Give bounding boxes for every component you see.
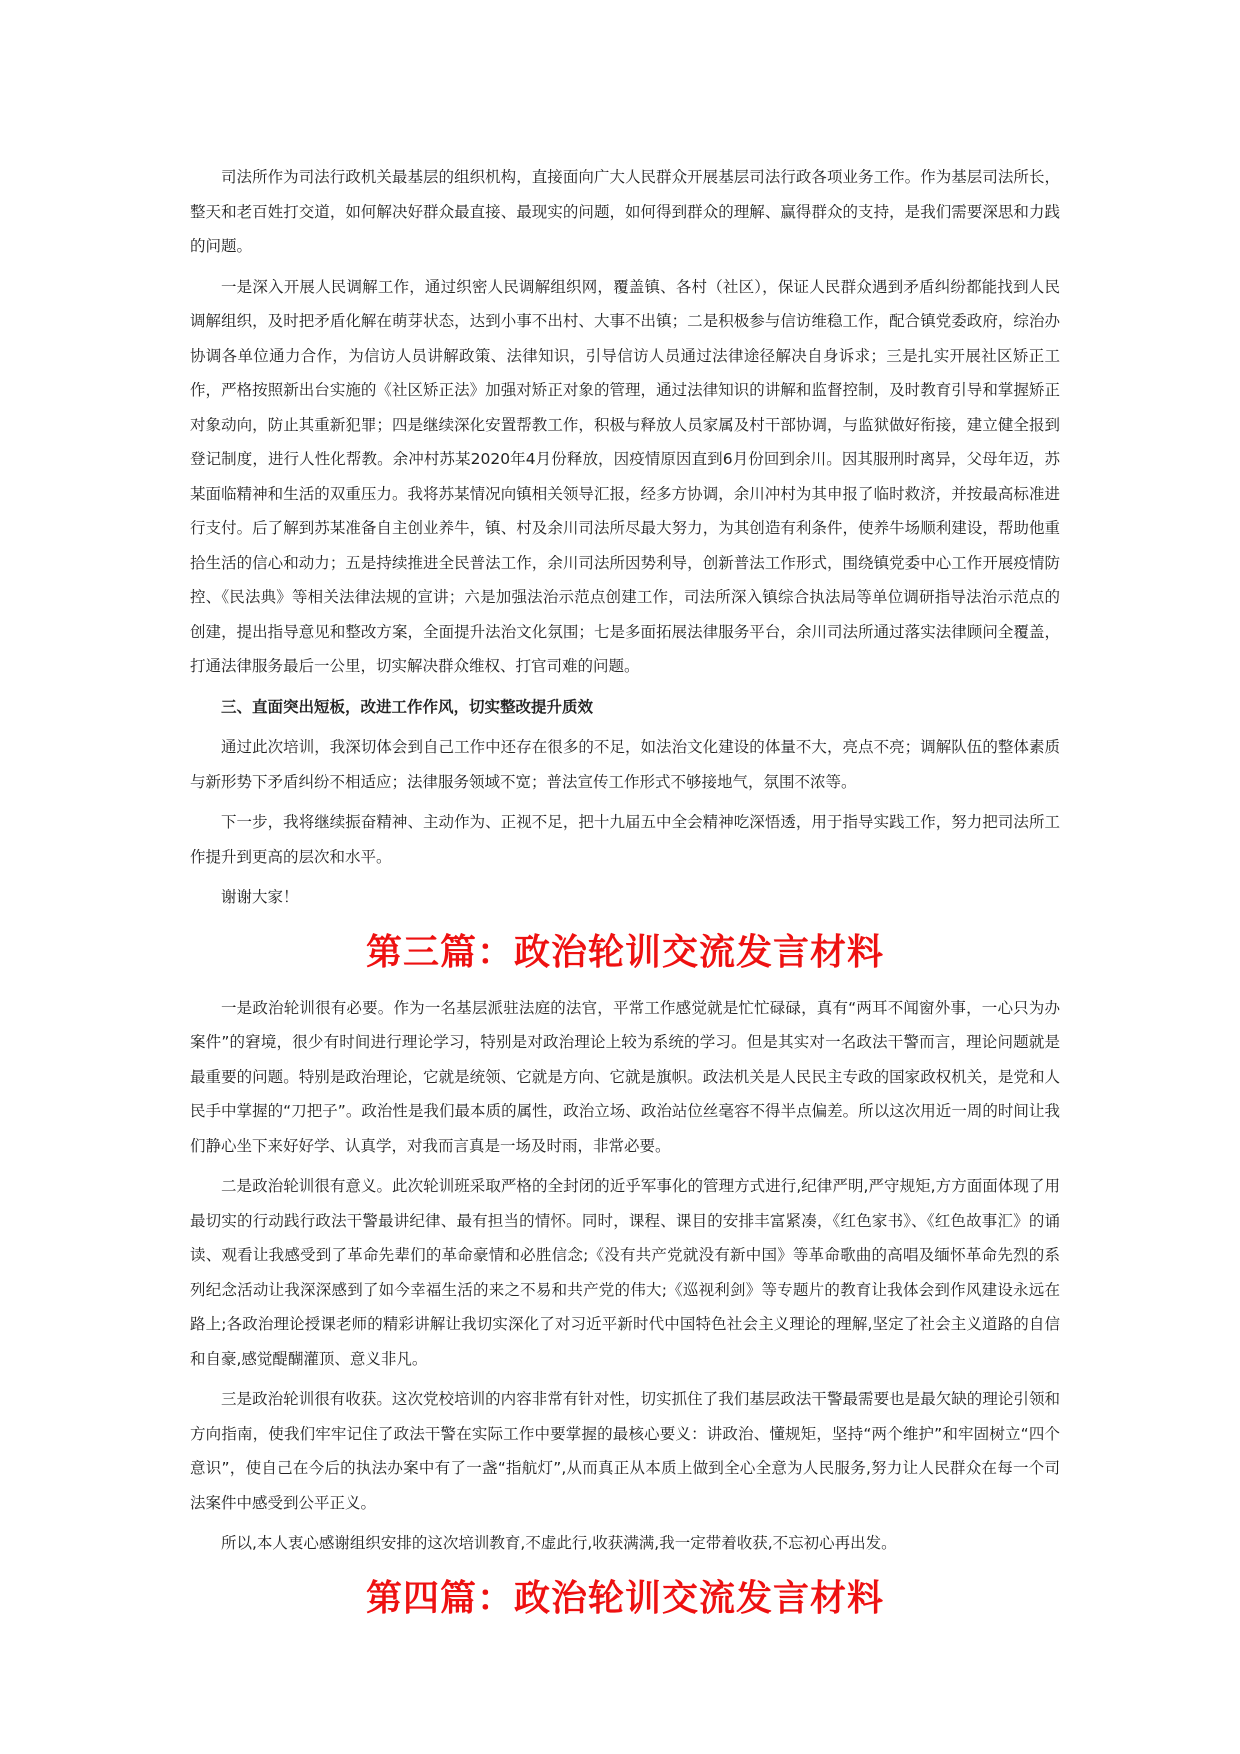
section-heading: 三、直面突出短板，改进工作作风，切实整改提升质效 <box>221 697 594 716</box>
document-page <box>190 160 1060 1637</box>
body-paragraph: 司法所作为司法行政机关最基层的组织机构，直接面向广大人民群众开展基层司法行政各项业务工作。作为基层司法所长，整天和老百姓打交道，如何解决好群众最直接、最现实的问题，如何得到群众的理解、赢得群众的支持，是我们需要深思和力践的问题。 <box>190 168 1060 255</box>
chapter-title: 第四篇：政治轮训交流发言材料 <box>365 1577 884 1619</box>
body-paragraph: 所以,本人衷心感谢组织安排的这次培训教育,不虚此行,收获满满,我一定带着收获,不忘初心再出发。 <box>221 1534 897 1552</box>
body-paragraph: 下一步，我将继续振奋精神、主动作为、正视不足，把十九届五中全会精神吃深悟透，用于指导实践工作，努力把司法所工作提升到更高的层次和水平。 <box>190 813 1060 866</box>
body-paragraph: 一是政治轮训很有必要。作为一名基层派驻法庭的法官，平常工作感觉就是忙忙碌碌，真有“两耳不闻窗外事，一心只为办案件”的窘境，很少有时间进行理论学习，特别是对政治理论上较为系统的学习。但是其实对一名政法干警而言，理论问题就是最重要的问题。特别是政治理论，它就是统领、它就是方向、它就是旗帜。政法机关是人民民主专政的国家政权机关，是党和人民手中掌握的“刀把子”。政治性是我们最本质的属性，政治立场、政治站位丝毫容不得半点偏差。所以这次用近一周的时间让我们静心坐下来好好学、认真学，对我而言真是一场及时雨，非常必要。 <box>190 998 1060 1155</box>
chapter-title: 第三篇：政治轮训交流发言材料 <box>365 931 884 973</box>
body-paragraph: 一是深入开展人民调解工作，通过织密人民调解组织网，覆盖镇、各村（社区），保证人民群众遇到矛盾纠纷都能找到人民调解组织，及时把矛盾化解在萌芽状态，达到小事不出村、大事不出镇；二是积极参与信访维稳工作，配合镇党委政府，综治办协调各单位通力合作，为信访人员讲解政策、法律知识，引导信访人员通过法律途径解决自身诉求；三是扎实开展社区矫正工作，严格按照新出台实施的《社区矫正法》加强对矫正对象的管理，通过法律知识的讲解和监督控制，及时教育引导和掌握矫正对象动向，防止其重新犯罪；四是继续深化安置帮教工作，积极与释放人员家属及村干部协调，与监狱做好衔接，建立健全报到登记制度，进行人性化帮教。余冲村苏某2020年4月份释放，因疫情原因直到6月份回到余川。因其服刑时离异，父母年迈，苏某面临精神和生活的双重压力。我将苏某情况向镇相关领导汇报，经多方协调，余川冲村为其申报了临时救济，并按最高标准进行支付。后了解到苏某准备自主创业养牛，镇、村及余川司法所尽最大努力，为其创造有利条件，使养牛场顺利建设，帮助他重拾生活的信心和动力；五是持续推进全民普法工作，余川司法所因势利导，创新普法工作形式，围绕镇党委中心工作开展疫情防控、《民法典》等相关法律法规的宣讲；六是加强法治示范点创建工作，司法所深入镇综合执法局等单位调研指导法治示范点的创建，提出指导意见和整改方案，全面提升法治文化氛围；七是多面拓展法律服务平台，余川司法所通过落实法律顾问全覆盖，打通法律服务最后一公里，切实解决群众维权、打官司难的问题。 <box>190 277 1060 675</box>
closing-line: 谢谢大家！ <box>221 888 299 906</box>
body-paragraph: 通过此次培训，我深切体会到自己工作中还存在很多的不足，如法治文化建设的体量不大，亮点不亮；调解队伍的整体素质与新形势下矛盾纠纷不相适应；法律服务领域不宽；普法宣传工作形式不够接地气，氛围不浓等。 <box>190 738 1060 791</box>
body-paragraph: 三是政治轮训很有收获。这次党校培训的内容非常有针对性，切实抓住了我们基层政法干警最需要也是最欠缺的理论引领和方向指南，使我们牢牢记住了政法干警在实际工作中要掌握的最核心要义：讲政治、懂规矩，坚持“两个维护”和牢固树立“四个意识”，使自己在今后的执法办案中有了一盏“指航灯”,从而真正从本质上做到全心全意为人民服务,努力让人民群众在每一个司法案件中感受到公平正义。 <box>190 1390 1060 1512</box>
body-paragraph: 二是政治轮训很有意义。此次轮训班采取严格的全封闭的近乎军事化的管理方式进行,纪律严明,严守规矩,方方面面体现了用最切实的行动践行政法干警最讲纪律、最有担当的情怀。同时，课程、课目的安排丰富紧凑，《红色家书》、《红色故事汇》的诵读、观看让我感受到了革命先辈们的革命豪情和必胜信念;《没有共产党就没有新中国》等革命歌曲的高唱及缅怀革命先烈的系列纪念活动让我深深感到了如今幸福生活的来之不易和共产党的伟大;《巡视利剑》等专题片的教育让我体会到作风建设永远在路上;各政治理论授课老师的精彩讲解让我切实深化了对习近平新时代中国特色社会主义理论的理解,坚定了社会主义道路的自信和自豪,感觉醍醐灌顶、意义非凡。 <box>190 1177 1060 1368</box>
